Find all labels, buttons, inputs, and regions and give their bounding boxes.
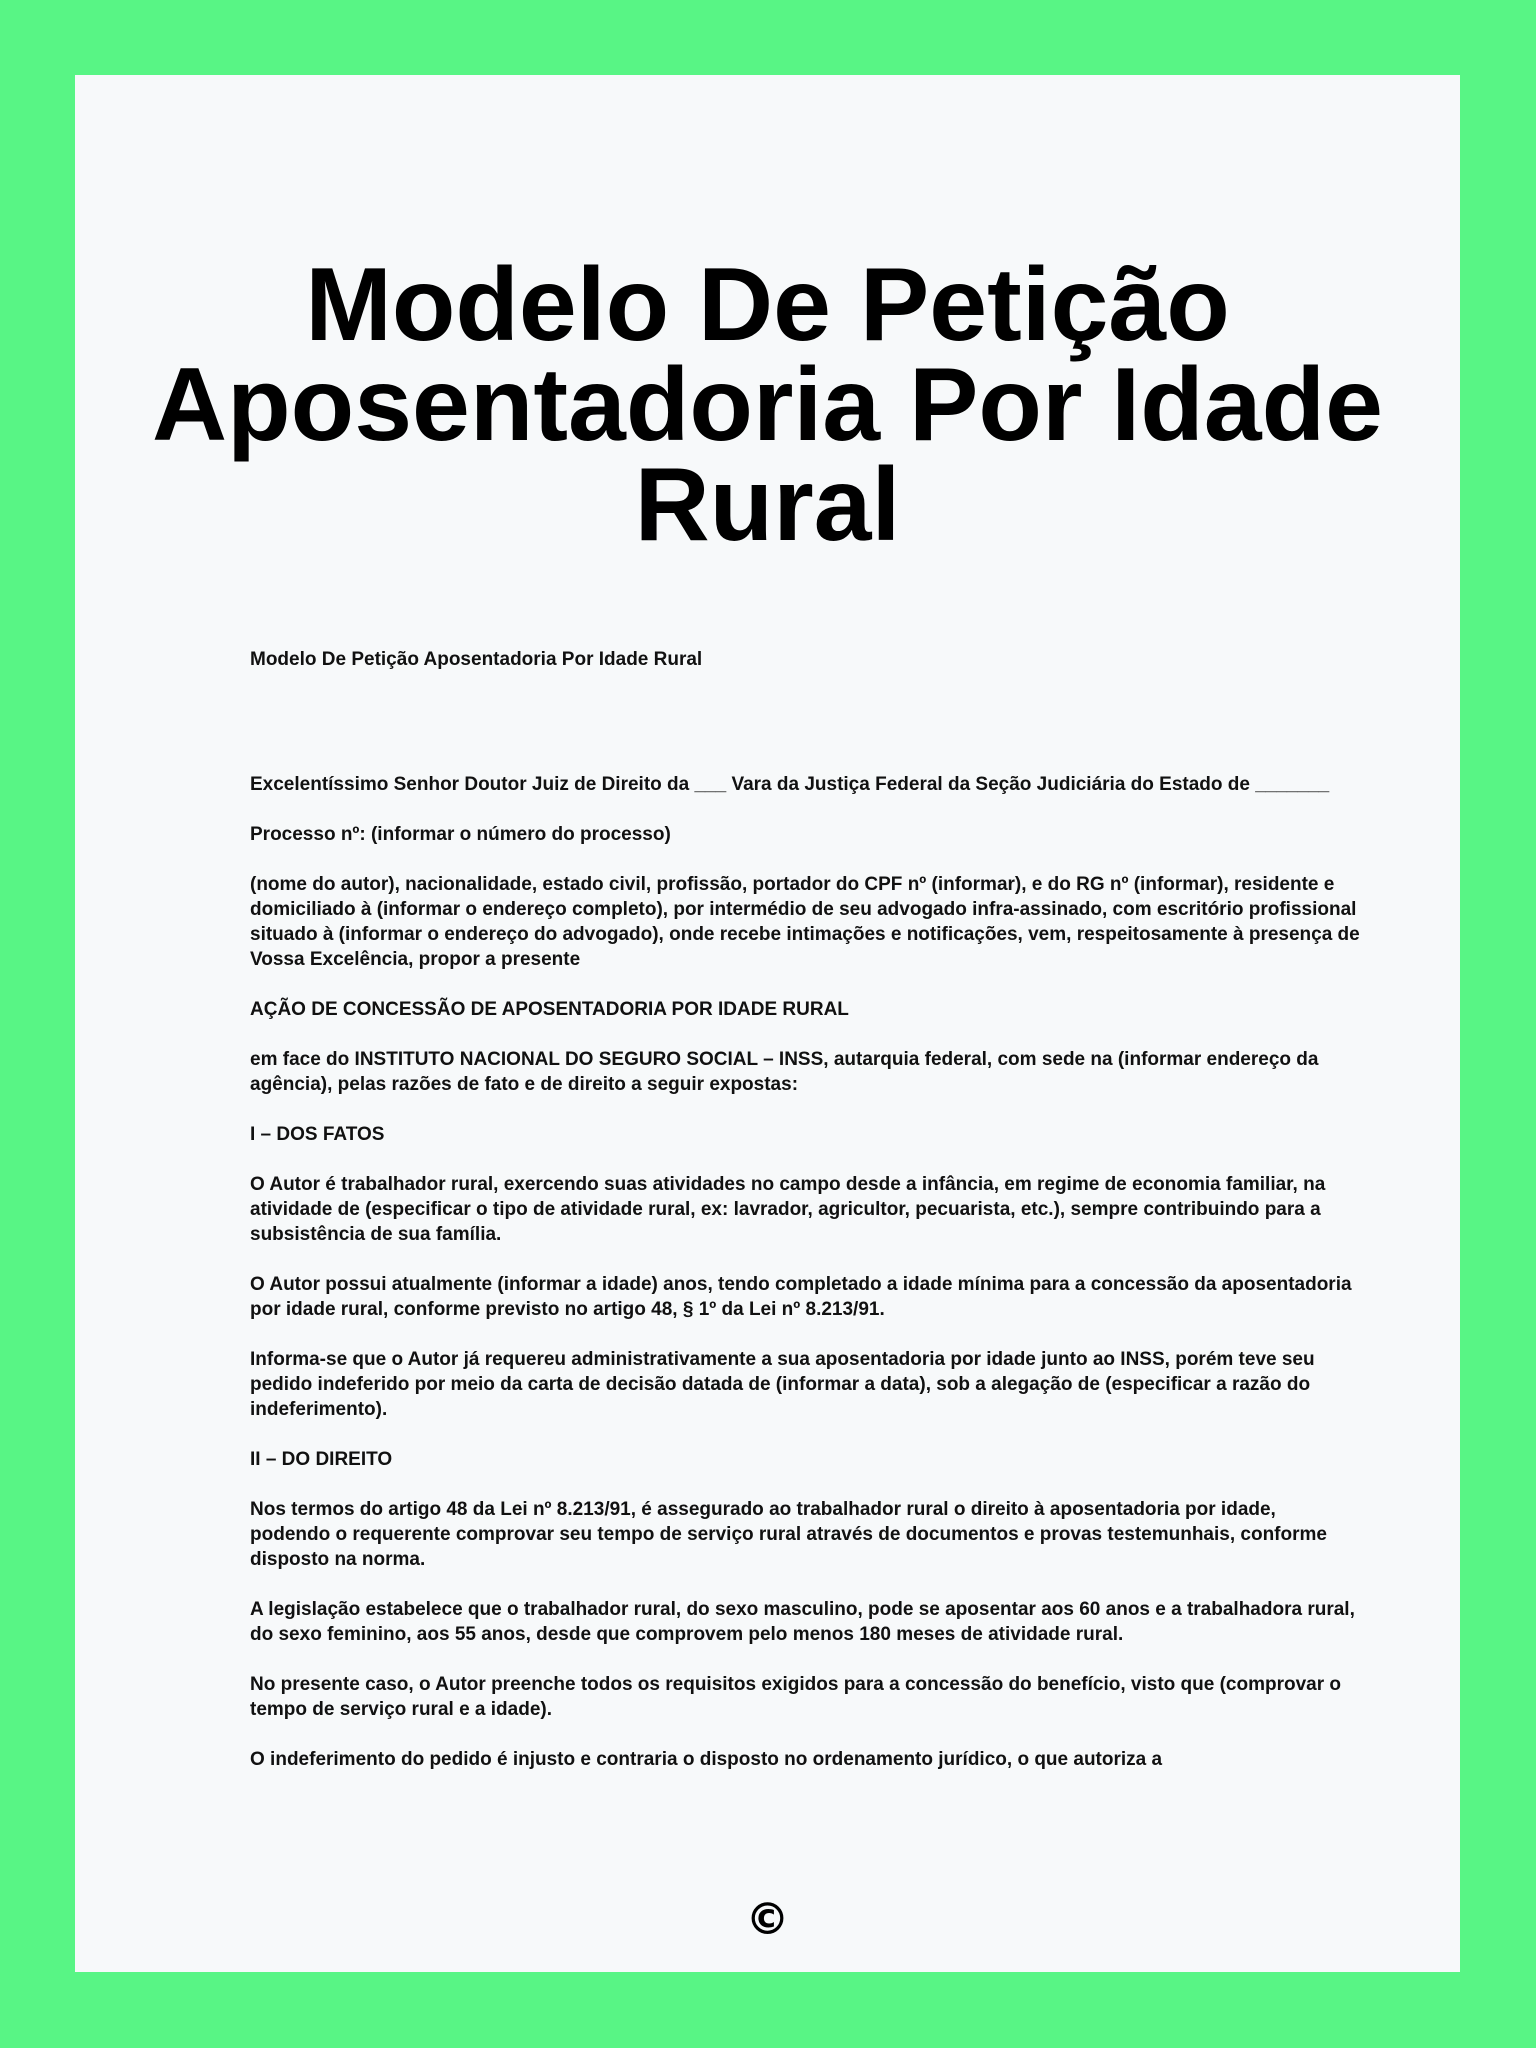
paragraph-action-title: AÇÃO DE CONCESSÃO DE APOSENTADORIA POR IDADE RURAL [250,999,849,1020]
paragraph-law-1: Nos termos do artigo 48 da Lei nº 8.213/91, é assegurado ao trabalhador rural o direito à aposentadoria por idade, podendo o requerente comprovar seu tempo de serviço rural através de documentos e provas testemunhais, conforme disposto na norma. [250,1499,1327,1570]
paragraph-addressee: Excelentíssimo Senhor Doutor Juiz de Direito da ___ Vara da Justiça Federal da Seção Judiciária do Estado de _______ [250,774,1330,795]
paragraph-facts-2: O Autor possui atualmente (informar a idade) anos, tendo completado a idade mínima para a concessão da aposentadoria por idade rural, conforme previsto no artigo 48, § 1º da Lei nº 8.213/91. [250,1274,1352,1320]
paragraph-law-2: A legislação estabelece que o trabalhador rural, do sexo masculino, pode se aposentar aos 60 anos e a trabalhadora rural, do sexo feminino, aos 55 anos, desde que comprovem pelo menos 180 meses de atividade rural. [250,1599,1355,1645]
copyright-icon: © [745,1894,790,1945]
document-title: Modelo De Petição Aposentadoria Por Idade Rural [152,247,1383,563]
document-page [75,75,1460,1972]
paragraph-process-number: Processo nº: (informar o número do processo) [250,824,671,845]
section-heading-law: II – DO DIREITO [250,1449,393,1470]
paragraph-facts-1: O Autor é trabalhador rural, exercendo suas atividades no campo desde a infância, em regime de economia familiar, na atividade de (especificar o tipo de atividade rural, ex: lavrador, agricultor, pecuarista, etc.), sempre contribuindo para a subsistência de sua família. [250,1174,1326,1245]
document-heading: Modelo De Petição Aposentadoria Por Idade Rural [250,649,703,670]
paragraph-facts-3: Informa-se que o Autor já requereu administrativamente a sua aposentadoria por idade junto ao INSS, porém teve seu pedido indeferido por meio da carta de decisão datada de (informar a data), sob a alegação de (especificar a razão do indeferimento). [250,1349,1315,1420]
paragraph-law-3: No presente caso, o Autor preenche todos os requisitos exigidos para a concessão do benefício, visto que (comprovar o tempo de serviço rural e a idade). [250,1674,1341,1720]
paragraph-qualification: (nome do autor), nacionalidade, estado civil, profissão, portador do CPF nº (informar), e do RG nº (informar), residente e domiciliado à (informar o endereço completo), por intermédio de seu advogado infra-assinado, com escritório profissional situado à (informar o endereço do advogado), onde recebe intimações e notificações, vem, respeitosamente à presença de Vossa Excelência, propor a presente [250,874,1360,970]
paragraph-defendant: em face do INSTITUTO NACIONAL DO SEGURO SOCIAL – INSS, autarquia federal, com sede na (informar endereço da agência), pelas razões de fato e de direito a seguir expostas: [250,1049,1319,1095]
paragraph-law-4: O indeferimento do pedido é injusto e contraria o disposto no ordenamento jurídico, o que autoriza a [250,1749,1163,1770]
section-heading-facts: I – DOS FATOS [250,1124,385,1145]
document-body [250,647,1360,1797]
